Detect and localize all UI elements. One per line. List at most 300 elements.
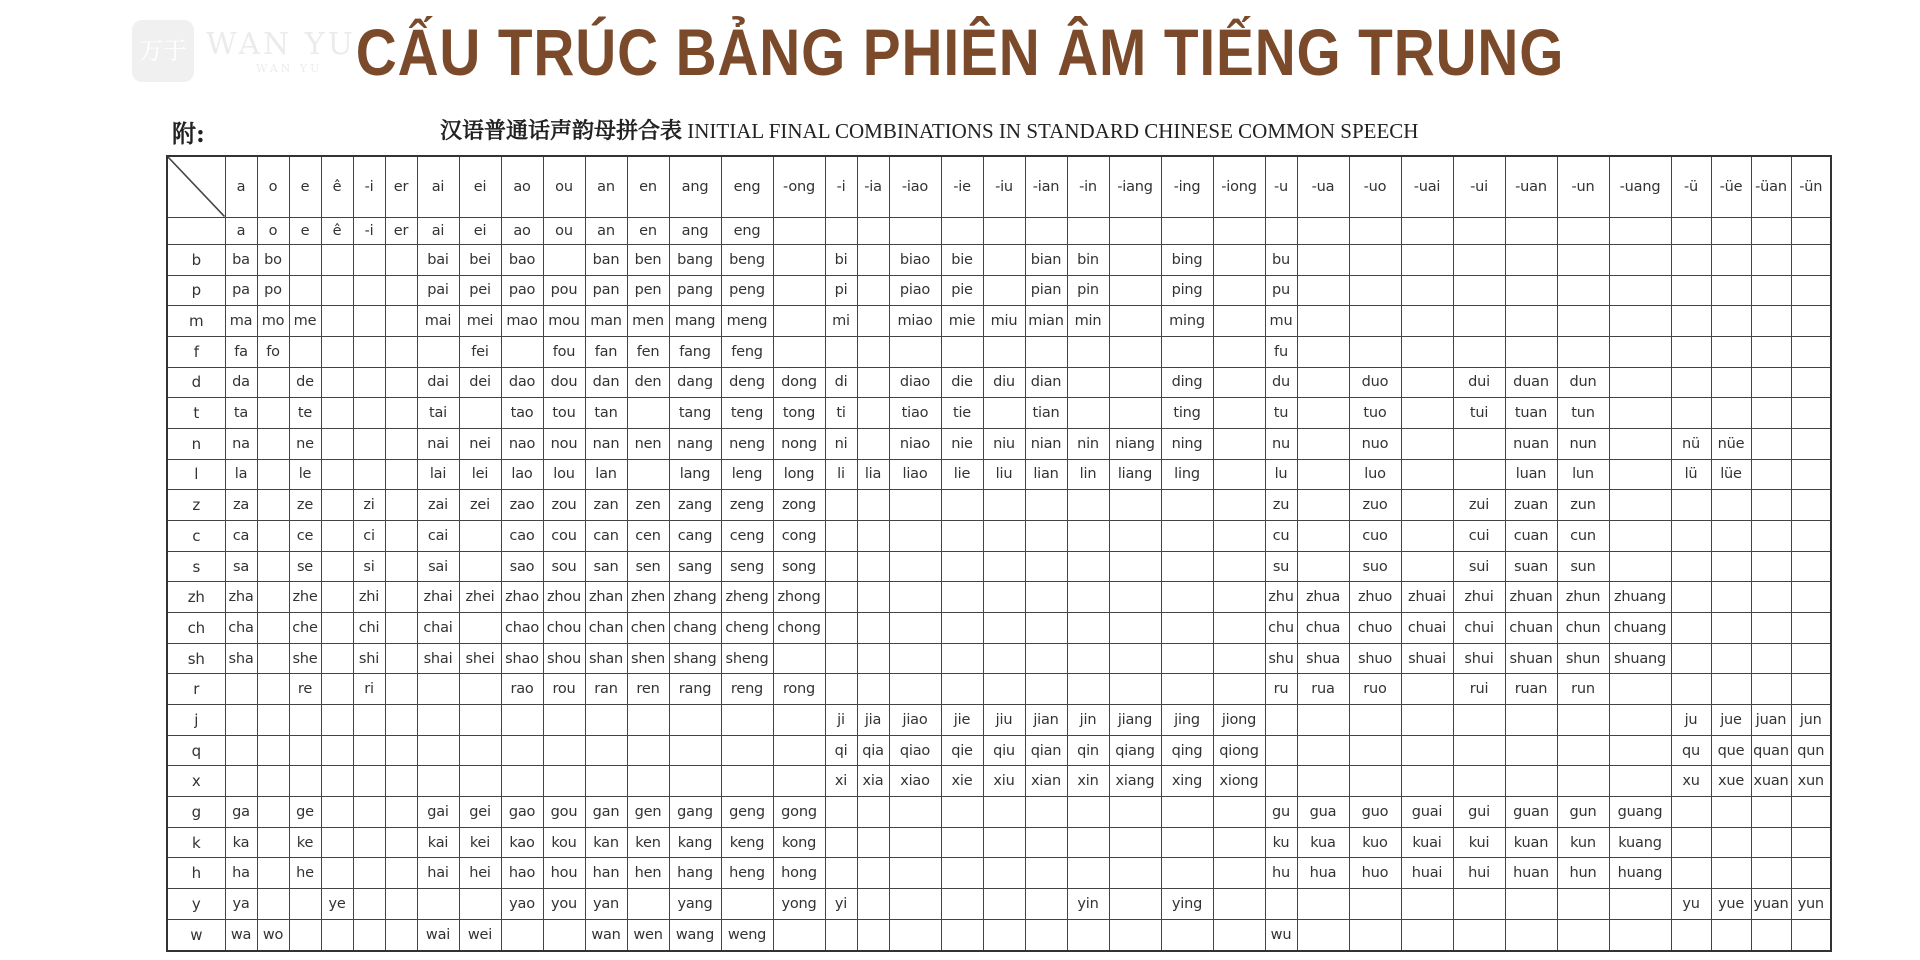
syllable-cell bbox=[1025, 889, 1067, 920]
syllable-cell bbox=[1609, 490, 1671, 521]
syllable-cell: zao bbox=[501, 490, 543, 521]
syllable-cell: yang bbox=[669, 889, 721, 920]
syllable-cell: cang bbox=[669, 521, 721, 552]
syllable-cell bbox=[1401, 889, 1453, 920]
syllable-cell: qiang bbox=[1109, 735, 1161, 766]
syllable-cell bbox=[1109, 582, 1161, 613]
syllable-cell bbox=[1751, 244, 1791, 275]
syllable-cell bbox=[1751, 858, 1791, 889]
syllable-cell bbox=[1609, 306, 1671, 337]
syllable-cell bbox=[773, 735, 825, 766]
final-header: -üe bbox=[1711, 156, 1751, 217]
syllable-cell bbox=[627, 766, 669, 797]
syllable-cell: lang bbox=[669, 459, 721, 490]
syllable-cell bbox=[1265, 705, 1297, 736]
syllable-cell bbox=[1711, 582, 1751, 613]
syllable-cell bbox=[385, 398, 417, 429]
syllable-cell bbox=[889, 919, 941, 951]
syllable-cell bbox=[353, 275, 385, 306]
syllable-cell bbox=[1067, 217, 1109, 244]
initial-cell: d bbox=[167, 367, 225, 398]
syllable-cell bbox=[669, 766, 721, 797]
syllable-cell: cong bbox=[773, 521, 825, 552]
syllable-cell bbox=[1609, 428, 1671, 459]
table-caption-chinese: 汉语普通话声韵母拼合表 bbox=[440, 119, 683, 144]
syllable-cell bbox=[857, 643, 889, 674]
syllable-cell: miao bbox=[889, 306, 941, 337]
syllable-cell bbox=[1791, 398, 1831, 429]
syllable-cell: nang bbox=[669, 428, 721, 459]
syllable-cell bbox=[941, 643, 983, 674]
syllable-cell bbox=[1557, 919, 1609, 951]
syllable-cell bbox=[1609, 275, 1671, 306]
syllable-cell: men bbox=[627, 306, 669, 337]
syllable-cell bbox=[385, 797, 417, 828]
syllable-cell bbox=[321, 306, 353, 337]
syllable-cell bbox=[257, 643, 289, 674]
syllable-cell bbox=[289, 735, 321, 766]
syllable-cell bbox=[459, 735, 501, 766]
syllable-cell: me bbox=[289, 306, 321, 337]
final-header: e bbox=[289, 156, 321, 217]
syllable-cell: deng bbox=[721, 367, 773, 398]
syllable-cell: shuan bbox=[1505, 643, 1557, 674]
final-header: an bbox=[585, 156, 627, 217]
syllable-cell: pei bbox=[459, 275, 501, 306]
syllable-cell bbox=[941, 674, 983, 705]
syllable-cell bbox=[353, 766, 385, 797]
syllable-cell bbox=[1791, 613, 1831, 644]
syllable-cell: pen bbox=[627, 275, 669, 306]
syllable-cell: hun bbox=[1557, 858, 1609, 889]
syllable-cell bbox=[1791, 367, 1831, 398]
syllable-cell: yan bbox=[585, 889, 627, 920]
syllable-cell: hou bbox=[543, 858, 585, 889]
syllable-cell bbox=[353, 244, 385, 275]
syllable-cell: qin bbox=[1067, 735, 1109, 766]
syllable-cell bbox=[857, 827, 889, 858]
syllable-cell bbox=[1401, 217, 1453, 244]
syllable-cell bbox=[889, 521, 941, 552]
syllable-cell bbox=[1297, 889, 1349, 920]
syllable-cell bbox=[889, 217, 941, 244]
syllable-cell bbox=[941, 582, 983, 613]
syllable-cell bbox=[321, 367, 353, 398]
syllable-cell bbox=[543, 919, 585, 951]
syllable-cell: nuo bbox=[1349, 428, 1401, 459]
syllable-cell bbox=[1025, 582, 1067, 613]
initial-cell: j bbox=[167, 705, 225, 736]
syllable-cell: jun bbox=[1791, 705, 1831, 736]
final-header: ao bbox=[501, 156, 543, 217]
syllable-cell: fu bbox=[1265, 336, 1297, 367]
syllable-cell: nü bbox=[1671, 428, 1711, 459]
syllable-cell: peng bbox=[721, 275, 773, 306]
syllable-cell: yue bbox=[1711, 889, 1751, 920]
syllable-cell bbox=[257, 490, 289, 521]
syllable-cell bbox=[1711, 367, 1751, 398]
syllable-cell bbox=[1401, 705, 1453, 736]
syllable-cell bbox=[225, 735, 257, 766]
syllable-cell: kua bbox=[1297, 827, 1349, 858]
syllable-cell: luo bbox=[1349, 459, 1401, 490]
syllable-cell: zei bbox=[459, 490, 501, 521]
syllable-cell: min bbox=[1067, 306, 1109, 337]
syllable-cell bbox=[889, 613, 941, 644]
syllable-cell bbox=[983, 275, 1025, 306]
syllable-cell bbox=[1791, 275, 1831, 306]
syllable-cell bbox=[941, 827, 983, 858]
syllable-cell bbox=[983, 674, 1025, 705]
syllable-cell bbox=[889, 336, 941, 367]
syllable-cell bbox=[1401, 336, 1453, 367]
syllable-cell: chu bbox=[1265, 613, 1297, 644]
syllable-cell: ran bbox=[585, 674, 627, 705]
final-header: -üan bbox=[1751, 156, 1791, 217]
syllable-cell: dan bbox=[585, 367, 627, 398]
syllable-cell: biao bbox=[889, 244, 941, 275]
syllable-cell bbox=[1791, 217, 1831, 244]
initial-cell: k bbox=[167, 827, 225, 858]
syllable-cell: zun bbox=[1557, 490, 1609, 521]
syllable-cell: tiao bbox=[889, 398, 941, 429]
initial-cell: f bbox=[167, 336, 225, 367]
syllable-cell bbox=[825, 643, 857, 674]
syllable-cell: lüe bbox=[1711, 459, 1751, 490]
syllable-cell bbox=[983, 336, 1025, 367]
syllable-cell: shua bbox=[1297, 643, 1349, 674]
syllable-cell bbox=[857, 490, 889, 521]
syllable-cell: nüe bbox=[1711, 428, 1751, 459]
syllable-cell: ti bbox=[825, 398, 857, 429]
syllable-cell: niang bbox=[1109, 428, 1161, 459]
syllable-cell: tuan bbox=[1505, 398, 1557, 429]
syllable-cell: za bbox=[225, 490, 257, 521]
syllable-cell: dao bbox=[501, 367, 543, 398]
syllable-cell bbox=[1025, 551, 1067, 582]
syllable-cell bbox=[1109, 889, 1161, 920]
syllable-cell: ang bbox=[669, 217, 721, 244]
syllable-cell: ba bbox=[225, 244, 257, 275]
syllable-cell: bao bbox=[501, 244, 543, 275]
syllable-cell: que bbox=[1711, 735, 1751, 766]
syllable-cell bbox=[1711, 643, 1751, 674]
syllable-cell bbox=[857, 367, 889, 398]
final-header: -ui bbox=[1453, 156, 1505, 217]
initial-cell: n bbox=[167, 428, 225, 459]
syllable-cell bbox=[353, 797, 385, 828]
syllable-cell: gua bbox=[1297, 797, 1349, 828]
syllable-cell: he bbox=[289, 858, 321, 889]
syllable-cell: bai bbox=[417, 244, 459, 275]
syllable-cell bbox=[1025, 336, 1067, 367]
syllable-cell: huan bbox=[1505, 858, 1557, 889]
syllable-cell bbox=[1067, 582, 1109, 613]
syllable-cell bbox=[857, 217, 889, 244]
syllable-cell bbox=[1109, 858, 1161, 889]
table-row bbox=[167, 643, 1831, 674]
syllable-cell bbox=[1213, 827, 1265, 858]
syllable-cell bbox=[1711, 551, 1751, 582]
syllable-cell bbox=[321, 613, 353, 644]
syllable-cell: chuo bbox=[1349, 613, 1401, 644]
syllable-cell bbox=[1213, 521, 1265, 552]
syllable-cell: jiong bbox=[1213, 705, 1265, 736]
initial-cell: sh bbox=[167, 643, 225, 674]
syllable-cell: jie bbox=[941, 705, 983, 736]
syllable-cell: hang bbox=[669, 858, 721, 889]
syllable-cell bbox=[1609, 217, 1671, 244]
syllable-cell bbox=[1401, 459, 1453, 490]
syllable-cell bbox=[1109, 643, 1161, 674]
syllable-cell: ao bbox=[501, 217, 543, 244]
syllable-cell bbox=[825, 827, 857, 858]
syllable-cell: sang bbox=[669, 551, 721, 582]
syllable-cell bbox=[1453, 336, 1505, 367]
syllable-cell bbox=[1453, 217, 1505, 244]
syllable-cell bbox=[1711, 244, 1751, 275]
syllable-cell: ka bbox=[225, 827, 257, 858]
syllable-cell: zhuo bbox=[1349, 582, 1401, 613]
syllable-cell bbox=[1791, 428, 1831, 459]
syllable-cell: mao bbox=[501, 306, 543, 337]
syllable-cell bbox=[353, 705, 385, 736]
syllable-cell bbox=[1297, 766, 1349, 797]
syllable-cell: gao bbox=[501, 797, 543, 828]
syllable-cell bbox=[1791, 459, 1831, 490]
syllable-cell bbox=[941, 797, 983, 828]
syllable-cell bbox=[1401, 398, 1453, 429]
syllable-cell bbox=[1609, 336, 1671, 367]
syllable-cell: nun bbox=[1557, 428, 1609, 459]
final-header: -ü bbox=[1671, 156, 1711, 217]
initial-cell: ch bbox=[167, 613, 225, 644]
syllable-cell bbox=[1401, 428, 1453, 459]
logo-mark: 万于 bbox=[132, 20, 194, 82]
syllable-cell bbox=[1751, 459, 1791, 490]
syllable-cell bbox=[1213, 858, 1265, 889]
syllable-cell: jia bbox=[857, 705, 889, 736]
final-header: o bbox=[257, 156, 289, 217]
syllable-cell bbox=[1751, 551, 1791, 582]
final-header: ê bbox=[321, 156, 353, 217]
syllable-cell: kuo bbox=[1349, 827, 1401, 858]
initial-cell: q bbox=[167, 735, 225, 766]
syllable-cell bbox=[1213, 582, 1265, 613]
syllable-cell: duan bbox=[1505, 367, 1557, 398]
syllable-cell bbox=[1109, 367, 1161, 398]
syllable-cell: e bbox=[289, 217, 321, 244]
syllable-cell: du bbox=[1265, 367, 1297, 398]
syllable-cell: dun bbox=[1557, 367, 1609, 398]
syllable-cell: meng bbox=[721, 306, 773, 337]
syllable-cell: ei bbox=[459, 217, 501, 244]
syllable-cell: xun bbox=[1791, 766, 1831, 797]
syllable-cell bbox=[1161, 521, 1213, 552]
syllable-cell bbox=[385, 674, 417, 705]
syllable-cell bbox=[1609, 674, 1671, 705]
syllable-cell bbox=[1671, 490, 1711, 521]
syllable-cell: hui bbox=[1453, 858, 1505, 889]
syllable-cell bbox=[1791, 858, 1831, 889]
syllable-cell: yun bbox=[1791, 889, 1831, 920]
syllable-cell: en bbox=[627, 217, 669, 244]
syllable-cell bbox=[1609, 766, 1671, 797]
syllable-cell: chui bbox=[1453, 613, 1505, 644]
syllable-cell: la bbox=[225, 459, 257, 490]
syllable-cell bbox=[1791, 521, 1831, 552]
syllable-cell: xu bbox=[1671, 766, 1711, 797]
syllable-cell: zu bbox=[1265, 490, 1297, 521]
syllable-cell: ben bbox=[627, 244, 669, 275]
syllable-cell bbox=[385, 306, 417, 337]
syllable-cell bbox=[1671, 582, 1711, 613]
table-caption bbox=[440, 114, 1418, 145]
syllable-cell: lü bbox=[1671, 459, 1711, 490]
syllable-cell: te bbox=[289, 398, 321, 429]
final-header: en bbox=[627, 156, 669, 217]
syllable-cell: sun bbox=[1557, 551, 1609, 582]
syllable-cell: kai bbox=[417, 827, 459, 858]
syllable-cell: tao bbox=[501, 398, 543, 429]
syllable-cell bbox=[889, 551, 941, 582]
syllable-cell bbox=[1213, 674, 1265, 705]
syllable-cell: neng bbox=[721, 428, 773, 459]
syllable-cell: zhan bbox=[585, 582, 627, 613]
syllable-cell bbox=[501, 735, 543, 766]
syllable-cell: cheng bbox=[721, 613, 773, 644]
syllable-cell: gong bbox=[773, 797, 825, 828]
syllable-cell bbox=[1791, 244, 1831, 275]
syllable-cell: tui bbox=[1453, 398, 1505, 429]
syllable-cell: zhei bbox=[459, 582, 501, 613]
syllable-cell bbox=[501, 705, 543, 736]
syllable-cell bbox=[1557, 217, 1609, 244]
initial-cell: m bbox=[167, 306, 225, 337]
syllable-cell: dai bbox=[417, 367, 459, 398]
syllable-cell: qing bbox=[1161, 735, 1213, 766]
syllable-cell bbox=[1067, 919, 1109, 951]
syllable-cell: gen bbox=[627, 797, 669, 828]
syllable-cell bbox=[353, 306, 385, 337]
syllable-cell: gan bbox=[585, 797, 627, 828]
syllable-cell bbox=[385, 521, 417, 552]
syllable-cell bbox=[1711, 613, 1751, 644]
syllable-cell bbox=[1067, 674, 1109, 705]
table-row bbox=[167, 459, 1831, 490]
syllable-cell: gai bbox=[417, 797, 459, 828]
syllable-cell bbox=[1609, 367, 1671, 398]
syllable-cell bbox=[773, 643, 825, 674]
syllable-cell bbox=[1109, 827, 1161, 858]
syllable-cell: jiu bbox=[983, 705, 1025, 736]
syllable-cell bbox=[1213, 275, 1265, 306]
syllable-cell bbox=[857, 428, 889, 459]
syllable-cell bbox=[1025, 643, 1067, 674]
syllable-cell bbox=[1025, 613, 1067, 644]
syllable-cell bbox=[1067, 551, 1109, 582]
syllable-cell bbox=[983, 398, 1025, 429]
syllable-cell bbox=[1265, 217, 1297, 244]
syllable-cell bbox=[1025, 827, 1067, 858]
syllable-cell: gun bbox=[1557, 797, 1609, 828]
syllable-cell bbox=[257, 674, 289, 705]
syllable-cell: shun bbox=[1557, 643, 1609, 674]
syllable-cell bbox=[1557, 766, 1609, 797]
syllable-cell bbox=[889, 490, 941, 521]
syllable-cell bbox=[385, 919, 417, 951]
syllable-cell bbox=[1671, 858, 1711, 889]
syllable-cell bbox=[1297, 306, 1349, 337]
syllable-cell: chou bbox=[543, 613, 585, 644]
syllable-cell bbox=[1557, 705, 1609, 736]
syllable-cell: tuo bbox=[1349, 398, 1401, 429]
syllable-cell: po bbox=[257, 275, 289, 306]
syllable-cell bbox=[1349, 336, 1401, 367]
syllable-cell bbox=[889, 797, 941, 828]
syllable-cell bbox=[543, 244, 585, 275]
syllable-cell bbox=[501, 336, 543, 367]
initial-cell: s bbox=[167, 551, 225, 582]
syllable-cell bbox=[1297, 275, 1349, 306]
syllable-cell bbox=[941, 217, 983, 244]
syllable-cell: nan bbox=[585, 428, 627, 459]
syllable-cell bbox=[385, 275, 417, 306]
syllable-cell bbox=[627, 889, 669, 920]
syllable-cell bbox=[1711, 521, 1751, 552]
syllable-cell bbox=[257, 459, 289, 490]
syllable-cell bbox=[1349, 244, 1401, 275]
syllable-cell: zhai bbox=[417, 582, 459, 613]
syllable-cell: pin bbox=[1067, 275, 1109, 306]
syllable-cell: fang bbox=[669, 336, 721, 367]
syllable-cell: ken bbox=[627, 827, 669, 858]
syllable-cell bbox=[1349, 735, 1401, 766]
syllable-cell bbox=[417, 889, 459, 920]
final-header: -uan bbox=[1505, 156, 1557, 217]
syllable-cell bbox=[1453, 306, 1505, 337]
syllable-cell: se bbox=[289, 551, 321, 582]
syllable-cell: gui bbox=[1453, 797, 1505, 828]
final-header: -ie bbox=[941, 156, 983, 217]
syllable-cell bbox=[1609, 244, 1671, 275]
syllable-cell bbox=[1109, 398, 1161, 429]
syllable-cell: man bbox=[585, 306, 627, 337]
syllable-cell: ai bbox=[417, 217, 459, 244]
syllable-cell: di bbox=[825, 367, 857, 398]
final-header: -iao bbox=[889, 156, 941, 217]
syllable-cell bbox=[1791, 919, 1831, 951]
syllable-cell: ge bbox=[289, 797, 321, 828]
syllable-cell bbox=[1671, 797, 1711, 828]
syllable-cell bbox=[983, 797, 1025, 828]
syllable-cell: yong bbox=[773, 889, 825, 920]
final-header: ang bbox=[669, 156, 721, 217]
syllable-cell: tu bbox=[1265, 398, 1297, 429]
syllable-cell: kun bbox=[1557, 827, 1609, 858]
initial-cell bbox=[167, 217, 225, 244]
syllable-cell: rao bbox=[501, 674, 543, 705]
syllable-cell bbox=[1349, 705, 1401, 736]
syllable-cell bbox=[1109, 336, 1161, 367]
syllable-cell: fou bbox=[543, 336, 585, 367]
syllable-cell bbox=[1067, 858, 1109, 889]
syllable-cell: tian bbox=[1025, 398, 1067, 429]
syllable-cell: yu bbox=[1671, 889, 1711, 920]
syllable-cell bbox=[1671, 244, 1711, 275]
syllable-cell bbox=[1109, 551, 1161, 582]
syllable-cell bbox=[1671, 613, 1711, 644]
